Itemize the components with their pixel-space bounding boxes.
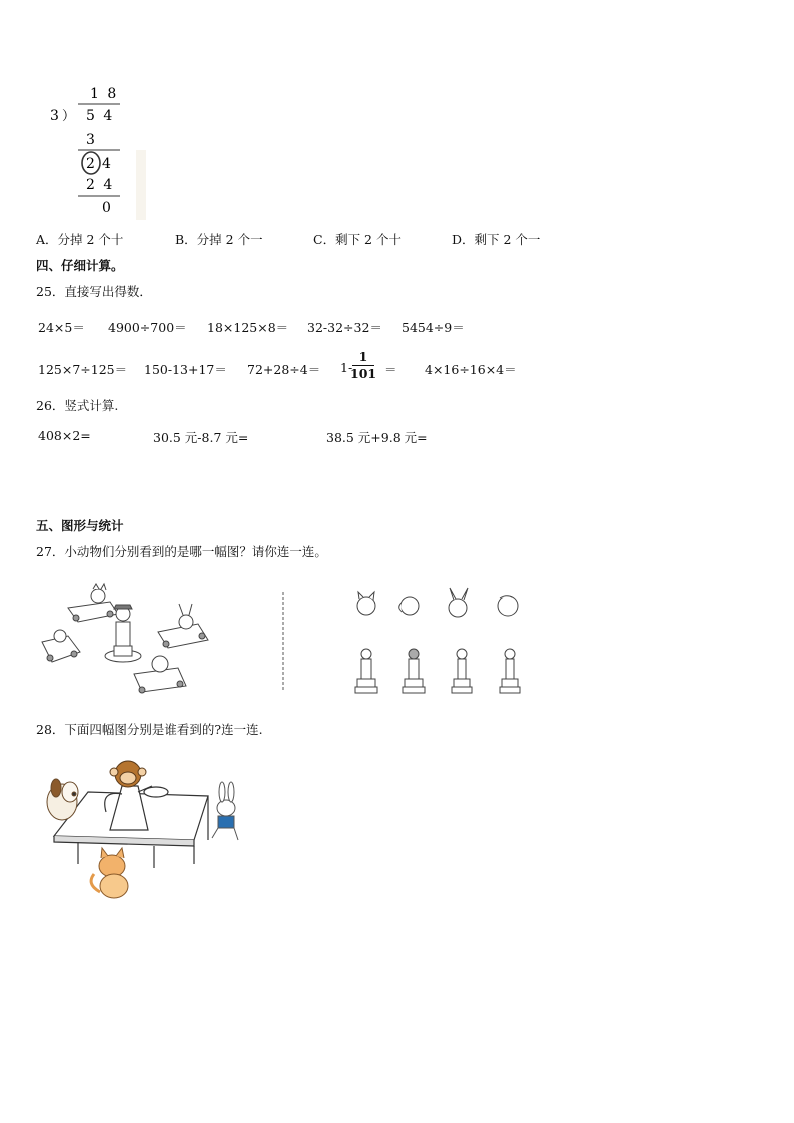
fraction [350, 350, 376, 381]
fraction-denominator: 101 [350, 366, 377, 381]
step2-rest: 4 [102, 156, 111, 172]
fraction-equals: ＝ [384, 362, 397, 377]
dashed-divider [280, 592, 286, 692]
q25-expr: 4900÷700＝ [108, 320, 187, 335]
q25-expr: 72+28÷4＝ [247, 362, 321, 377]
q25-expr: 24×5＝ [38, 320, 85, 335]
fraction-numerator: 1 [358, 349, 368, 364]
q26-item: 408×2= [38, 428, 91, 443]
q25-expr: 32-32÷32＝ [307, 320, 382, 335]
quotient: 1 8 [90, 86, 119, 102]
option-c: C．剩下 2 个十 [313, 232, 401, 247]
q27-scene-image [38, 580, 238, 700]
q25-expr: 125×7÷125＝ [38, 362, 128, 377]
step1-product: 3 [86, 132, 95, 148]
option-b: B．分掉 2 个一 [175, 232, 263, 247]
option-d: D．剩下 2 个一 [452, 232, 541, 247]
q26-title: 26．竖式计算. [36, 398, 119, 413]
q28-title: 28．下面四幅图分别是谁看到的?连一连. [36, 722, 263, 737]
q28-scene-image [40, 754, 254, 904]
option-a: A．分掉 2 个十 [36, 232, 124, 247]
remainder: 0 [102, 200, 111, 216]
q26-item: 30.5 元-8.7 元= [153, 430, 249, 445]
q25-expr: 4×16÷16×4＝ [425, 362, 517, 377]
circled-digit: 2 [86, 156, 95, 172]
q27-animal-heads-image [350, 586, 530, 622]
q27-statue-views-image [350, 644, 530, 700]
q26-item: 38.5 元+9.8 元= [326, 430, 428, 445]
dividend: 5 4 [86, 108, 115, 124]
fraction-prefix: 1- [340, 360, 353, 375]
q25-title: 25．直接写出得数． [36, 284, 152, 299]
divisor: 3 [50, 108, 59, 124]
section-4-title: 四、仔细计算。 [36, 258, 124, 273]
section-5-title: 五、图形与统计 [36, 518, 124, 533]
q25-expr: 150-13+17＝ [144, 362, 227, 377]
q25-expr: 18×125×8＝ [207, 320, 289, 335]
long-division-figure [40, 80, 150, 220]
step3-product: 2 4 [86, 177, 115, 193]
division-bracket: ） [62, 109, 76, 124]
q27-title: 27．小动物们分别看到的是哪一幅图？请你连一连。 [36, 544, 327, 559]
q25-expr: 5454÷9＝ [402, 320, 465, 335]
